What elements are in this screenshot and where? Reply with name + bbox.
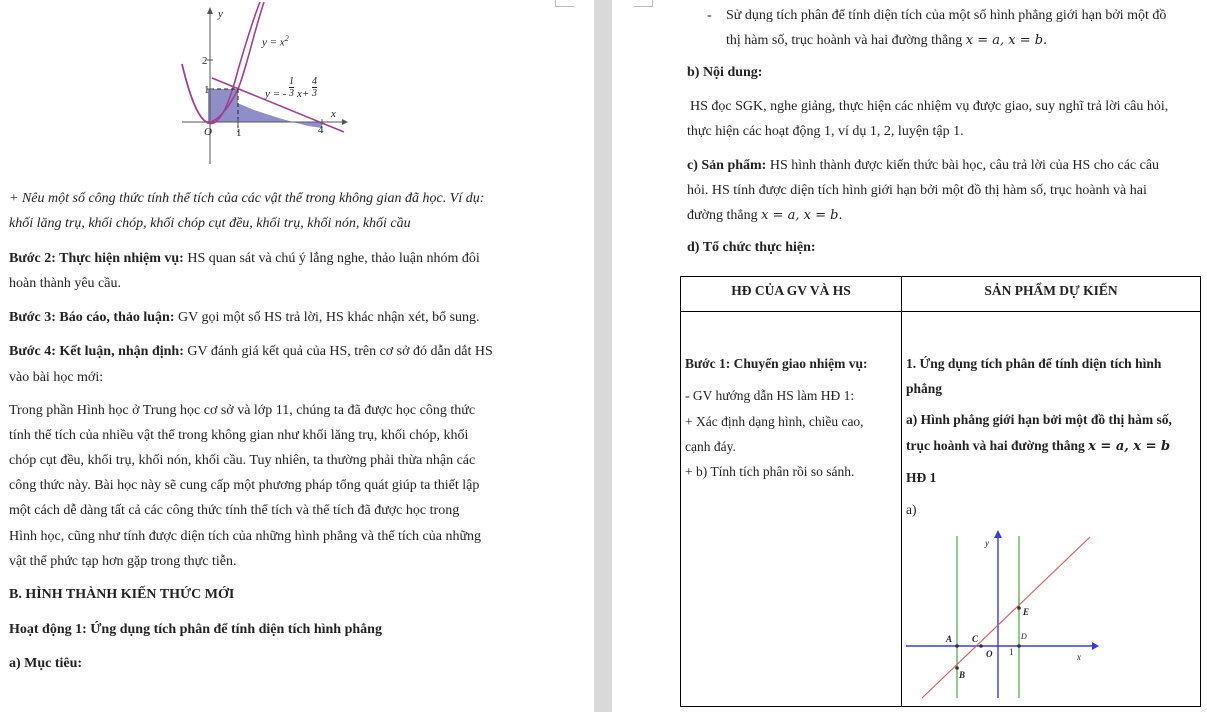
activity-cell — [681, 312, 902, 707]
product-cell — [902, 312, 1201, 707]
step2-cont: hoàn thành yêu cầu. — [9, 276, 121, 291]
objective-bullet: Sử dụng tích phân để tính diện tích của một số hình phẳng giới hạn bởi một đồ — [726, 8, 1167, 23]
left-page — [0, 0, 594, 712]
product-title-1: 1. Ứng dụng tích phân để tính diện tích hình — [906, 356, 1162, 371]
graph-y-label: y — [218, 8, 223, 20]
step1-line-4: + b) Tính tích phân rồi so sánh. — [685, 464, 855, 479]
fig-point-c: C — [972, 634, 979, 644]
margin-corner-mark — [555, 0, 574, 7]
content-line-1: HS đọc SGK, nghe giảng, thực hiện các nhiệm vụ được giao, suy nghĩ trả lời câu hỏi, — [690, 99, 1169, 114]
frac2: 4 3 — [312, 76, 317, 99]
intro-line-7: vật thể phức tạp hơn gặp trong thực tiễn. — [9, 554, 237, 569]
organization-heading: d) Tổ chức thực hiện: — [687, 240, 816, 255]
intro-line-3: chóp cụt đều, khối trụ, khối nón, khối cầu. Tuy nhiên, ta thường phải thừa nhận các — [9, 453, 476, 468]
fig-point-b: B — [959, 670, 966, 680]
step1-line-1: - GV hướng dẫn HS làm HĐ 1: — [685, 388, 855, 403]
parabola-line-graph — [172, 2, 352, 172]
fig-tick-1: 1 — [1009, 647, 1014, 657]
col-header-product: SẢN PHẨM DỰ KIẾN — [902, 277, 1201, 312]
fig-y-label: y — [985, 538, 989, 548]
line-label: y = - — [265, 88, 287, 100]
parabola-label: $y = x^2$ — [262, 34, 289, 49]
fig-origin: O — [986, 649, 993, 659]
fig-point-e: E — [1023, 607, 1030, 617]
step1-line-3: cạnh đáy. — [685, 439, 736, 454]
line-region-figure — [906, 530, 1106, 710]
intro-line-5: một cách dễ dàng tất cả các công thức tính thể tích và thể tích đã được học trong — [9, 503, 460, 518]
product-line-1: c) Sản phẩm: HS hình thành được kiến thức bài học, câu trả lời của HS cho các câu — [687, 158, 1160, 173]
fig-point-a: A — [946, 634, 953, 644]
content-heading: b) Nội dung: — [687, 65, 763, 80]
fig-point-d: D — [1021, 632, 1027, 641]
right-page — [612, 0, 1207, 712]
diagonal-line — [922, 537, 1090, 698]
plan-table — [680, 276, 1201, 707]
formula-prompt: + Nêu một số công thức tính thể tích của các vật thể trong không gian đã học. Ví dụ: — [9, 191, 485, 206]
content-line-2: thực hiện các hoạt động 1, ví dụ 1, 2, luyện tập 1. — [687, 124, 964, 139]
part-a-label: a) — [906, 502, 917, 517]
tick-y1: 1 — [204, 84, 210, 96]
col-header-activity: HĐ CỦA GV VÀ HS — [681, 277, 902, 312]
hd1-label: HĐ 1 — [906, 470, 937, 485]
product-line-2: hỏi. HS tính được diện tích hình giới hạn bởi một đồ thị hàm số, trục hoành và hai — [687, 183, 1147, 198]
intro-line-2: tính thể tích của nhiều vật thể trong không gian như khối lăng trụ, khối chóp, khối — [9, 428, 469, 443]
bullet-dash: - — [707, 8, 712, 23]
step1-line-2: + Xác định dạng hình, chiều cao, — [685, 414, 864, 429]
objective-bullet-cont: thị hàm số, trục hoành và hai đường thẳng x = a, x = b. — [726, 33, 1048, 48]
product-sub-1: a) Hình phẳng giới hạn bởi một đồ thị hàm số, — [906, 412, 1172, 427]
intro-line-6: Hình học, cũng như tính được diện tích của những hình phẳng và thể tích của những — [9, 529, 482, 544]
line-label-mid: x+ — [297, 88, 310, 100]
step2-line: Bước 2: Thực hiện nhiệm vụ: HS quan sát và chú ý lắng nghe, thảo luận nhóm đôi — [9, 251, 480, 266]
fig-x-label: x — [1077, 652, 1081, 662]
frac1: 1 3 — [289, 76, 294, 99]
step3-line: Bước 3: Báo cáo, thảo luận: GV gọi một số HS trả lời, HS khác nhận xét, bổ sung. — [9, 310, 480, 325]
graph-x-label: x — [331, 108, 336, 120]
step1-title: Bước 1: Chuyển giao nhiệm vụ: — [685, 356, 868, 371]
product-sub-2: trục hoành và hai đường thẳng x = a, x = b — [906, 438, 1171, 454]
graph-origin: O — [204, 126, 212, 138]
tick-x1: 1 — [236, 127, 242, 139]
step4-cont: vào bài học mới: — [9, 370, 104, 385]
solid-examples: khối lăng trụ, khối chóp, khối chóp cụt đều, khối trụ, khối nón, khối cầu — [9, 216, 411, 231]
activity1-heading: Hoạt động 1: Ứng dụng tích phân để tính diện tích hình phẳng — [9, 622, 382, 637]
step4-line: Bước 4: Kết luận, nhận định: GV đánh giá kết quả của HS, trên cơ sở đó dẫn dắt HS — [9, 344, 493, 359]
product-title-2: phẳng — [906, 381, 943, 396]
intro-line-1: Trong phần Hình học ở Trung học cơ sở và lớp 11, chúng ta đã được học công thức — [9, 403, 476, 418]
margin-corner-mark-right — [634, 0, 653, 7]
tick-y2: 2 — [202, 55, 208, 67]
intro-line-4: công thức này. Bài học này sẽ cung cấp một phương pháp tổng quát giúp ta thiết lập — [9, 478, 480, 493]
section-heading-b: B. HÌNH THÀNH KIẾN THỨC MỚI — [9, 587, 235, 602]
tick-x4: 4 — [318, 124, 324, 136]
objective-heading: a) Mục tiêu: — [9, 656, 83, 671]
product-line-3: đường thẳng x = a, x = b. — [687, 208, 843, 223]
